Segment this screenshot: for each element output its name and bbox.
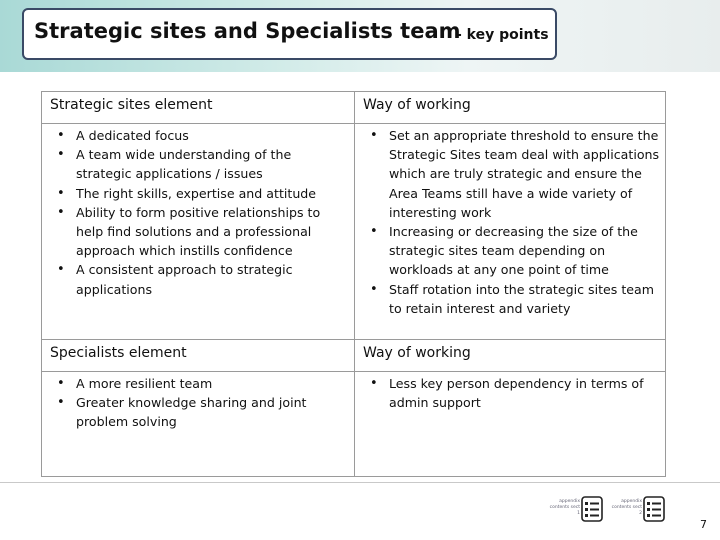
list-document-icon [581,496,603,522]
list-item: • Greater knowledge sharing and joint problem solving [54,393,350,431]
slide-title-suffix: - key points [456,27,549,43]
key-points-table [41,91,666,477]
list-item: • A team wide understanding of the strategic applications / issues [54,145,350,183]
appendix-contents-link-1[interactable] [548,495,608,529]
appendix-contents-link-2[interactable] [610,495,670,529]
strategic-sites-way-of-working [354,124,665,339]
list-item: • The right skills, expertise and attitude [54,184,350,203]
bullet-list [367,374,661,412]
list-item: • Increasing or decreasing the size of the strategic sites team depending on workloads at any one point of time [367,222,661,280]
table-row [42,371,665,476]
footer-divider [0,482,720,483]
list-item: • Staff rotation into the strategic sites team to retain interest and variety [367,280,661,318]
bullet-list [367,126,661,318]
title-box [22,8,557,60]
slide-title: Strategic sites and Specialists team [34,19,461,43]
way-of-working-header: Way of working [354,92,665,123]
logo-caption: appendix contents sect 2 [611,499,642,516]
specialists-element-header: Specialists element [50,345,187,361]
list-item: • Less key person dependency in terms of admin support [367,374,661,412]
list-item: • A more resilient team [54,374,350,393]
list-item: • A consistent approach to strategic applications [54,260,350,298]
list-item: • Ability to form positive relationships to help find solutions and a professional approach which instills confidence [54,203,350,261]
bullet-list [54,126,350,299]
strategic-sites-element-header: Strategic sites element [50,97,213,113]
specialists-points [42,372,354,476]
page-number: 7 [700,518,707,531]
specialists-way-of-working [354,372,665,476]
logo-caption: appendix contents sect 1 [549,499,580,516]
strategic-sites-points [42,124,354,339]
list-document-icon [643,496,665,522]
table-header-row [42,339,665,371]
bullet-list [54,374,350,432]
list-item: • A dedicated focus [54,126,350,145]
list-item: • Set an appropriate threshold to ensure the Strategic Sites team deal with applications which are truly strategic and ensure the Area Teams still have a wide variety of interesting work [367,126,661,222]
table-row [42,123,665,339]
way-of-working-header: Way of working [354,340,665,371]
table-header-row [42,92,665,123]
